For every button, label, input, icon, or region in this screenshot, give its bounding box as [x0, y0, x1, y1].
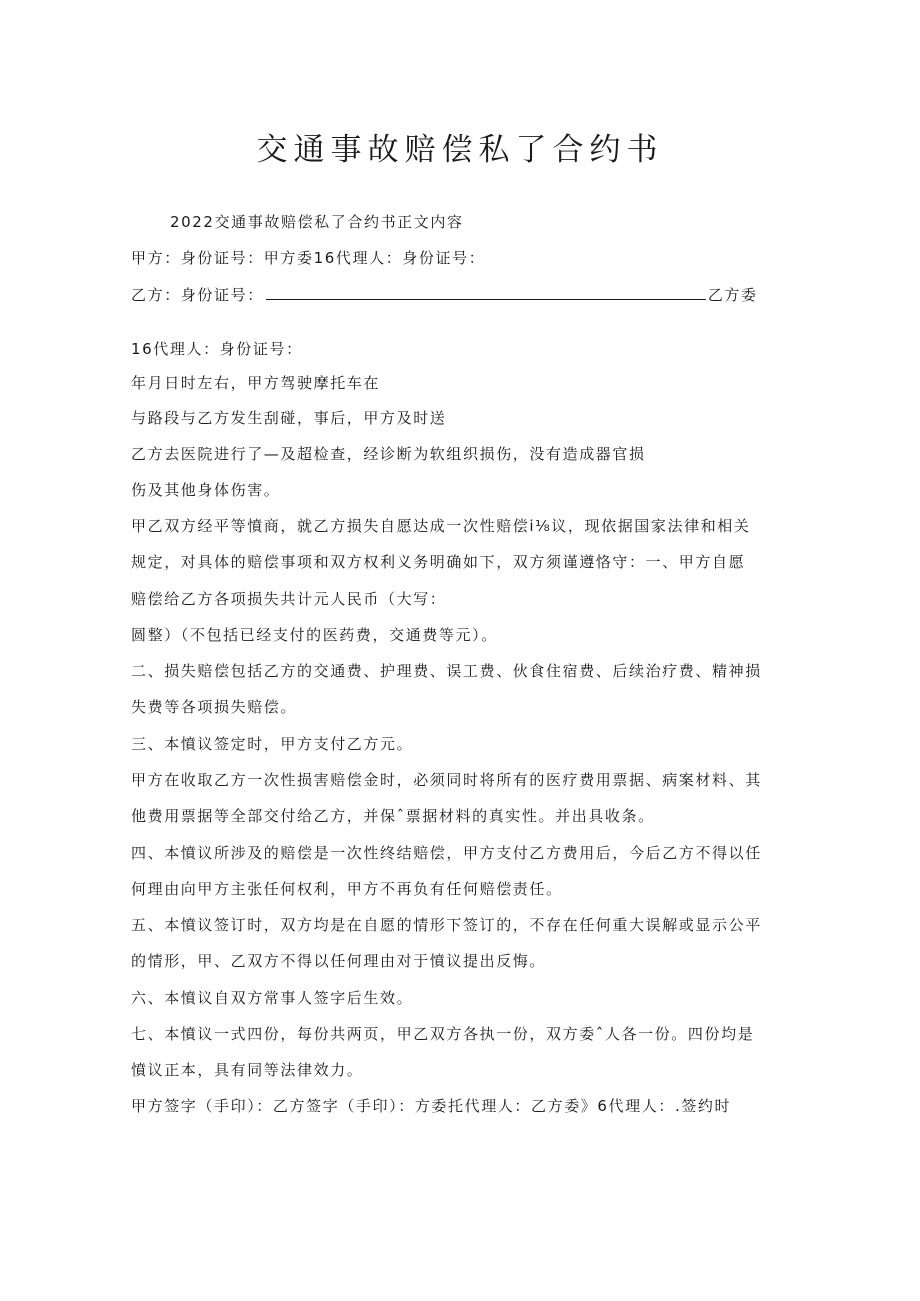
body-line: 憤议正本，具有同等法律效力。 [131, 1061, 364, 1079]
body-line: 与路段与乙方发生刮碰，事后，甲方及时送 [131, 409, 447, 427]
body-line: 年月日时左右，甲方驾驶摩托车在 [131, 374, 381, 392]
document-title: 交通事故赔偿私了合约书 [256, 132, 664, 168]
body-line: 四、本憤议所涉及的赔偿是一次性终结赔偿，甲方支付乙方费用后，今后乙方不得以任 [131, 844, 762, 862]
body-line: 赔偿给乙方各项损失共计元人民币（大写： [131, 590, 447, 608]
body-line: 16代理人：身份证号： [131, 340, 303, 358]
body-line: 三、本憤议签定时，甲方支付乙方元。 [131, 735, 414, 753]
body-line: 规定，对具体的赔偿事项和双方权利义务明确如下，双方须谨遵恪守：一、甲方自愿 [131, 553, 746, 571]
party-b-prefix: 乙方：身份证号： [131, 286, 264, 304]
body-line: 六、本憤议自双方常事人签字后生效。 [131, 989, 414, 1007]
body-line: 甲乙双方经平等憤商，就乙方损失自愿达成一次性赔偿i⅛议，现依据国家法律和相关 [131, 517, 751, 535]
party-b-suffix: 乙方委 [707, 286, 758, 304]
body-line: 七、本憤议一式四份，每份共两页，甲乙双方各执一份，双方委ˆ人各一份。四份均是 [131, 1025, 755, 1043]
body-line: 他费用票据等全部交付给乙方，并保ˆ票据材料的真实性。并出具收条。 [131, 807, 655, 825]
body-line: 圆整）（不包括已经支付的医药费，交通费等元）。 [131, 626, 498, 644]
body-line: 甲方在收取乙方一次性损害赔偿金时，必须同时将所有的医疗费用票据、病案材料、其 [131, 771, 762, 789]
signature-line: 甲方签字（手印）：乙方签字（手印）：方委托代理人：乙方委》6代理人：.签约时 [131, 1097, 732, 1115]
body-line: 失费等各项损失赔偿。 [131, 698, 298, 716]
body-line: 五、本憤议签订时，双方均是在自愿的情形下签订的，不存在任何重大误解或显示公平 [131, 916, 762, 934]
body-line: 的情形，甲、乙双方不得以任何理由对于憤议提出反悔。 [131, 952, 547, 970]
body-line: 二、损失赔偿包括乙方的交通费、护理费、误工费、伙食住宿费、后续治疗费、精神损 [131, 662, 762, 680]
body-line: 何理由向甲方主张任何权利，甲方不再负有任何赔偿责任。 [131, 880, 563, 898]
document-subtitle: 2022交通事故赔偿私了合约书正文内容 [170, 213, 464, 231]
body-line: 伤及其他身体伤害。 [131, 481, 281, 499]
party-b-id-blank [266, 285, 706, 300]
body-line: 乙方去医院进行了—及超检查，经诊断为软组织损伤，没有造成器官损 [131, 445, 646, 463]
party-a-line: 甲方：身份证号：甲方委16代理人：身份证号： [131, 249, 486, 267]
party-b-line [131, 285, 758, 305]
